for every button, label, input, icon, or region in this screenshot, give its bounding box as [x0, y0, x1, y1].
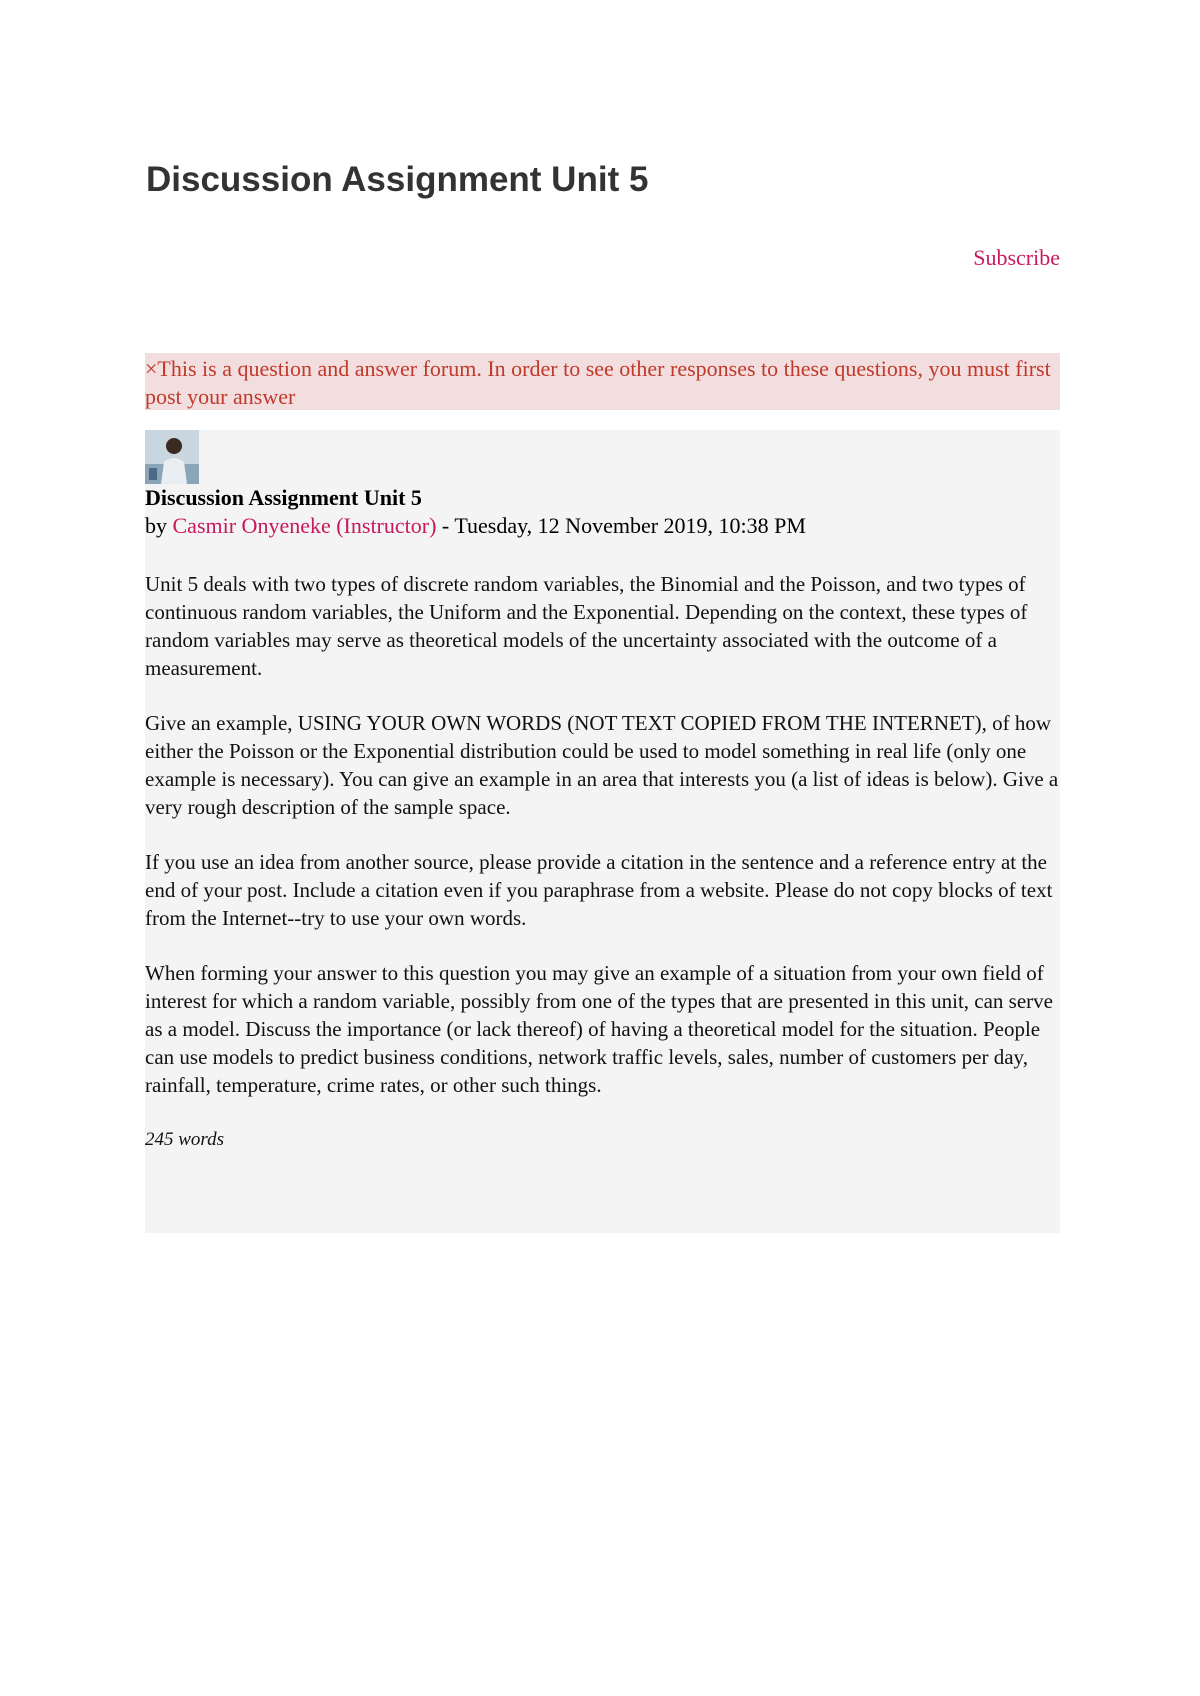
- page-title: Discussion Assignment Unit 5: [146, 160, 649, 199]
- forum-post: [145, 430, 1060, 1233]
- subscribe-link[interactable]: Subscribe: [973, 245, 1060, 270]
- post-subject: Discussion Assignment Unit 5: [145, 485, 422, 510]
- close-icon[interactable]: ×: [145, 356, 158, 381]
- user-avatar-icon[interactable]: [145, 430, 199, 484]
- post-meta: [145, 513, 806, 539]
- post-paragraph: Give an example, USING YOUR OWN WORDS (NOT TEXT COPIED FROM THE INTERNET), of how either the Poisson or the Exponential distribution could be used to model something in real life (only one example is necessary). You can give an example in an area that interests you (a list of ideas is below). Give a very rough description of the sample space.: [145, 711, 1059, 819]
- post-paragraph: If you use an idea from another source, please provide a citation in the sentence and a reference entry at the end of your post. Include a citation even if you paraphrase from a website. Please do not copy blocks of text from the Internet--try to use your own words.: [145, 850, 1053, 930]
- word-count: 245 words: [145, 1129, 225, 1150]
- post-paragraph: Unit 5 deals with two types of discrete random variables, the Binomial and the Poisson, and two types of continuous random variables, the Uniform and the Exponential. Depending on the context, these types of random variables may serve as theoretical models of the uncertainty associated with the outcome of a measurement.: [145, 572, 1028, 680]
- by-prefix: by: [145, 513, 173, 538]
- post-date: - Tuesday, 12 November 2019, 10:38 PM: [436, 513, 806, 538]
- author-link[interactable]: Casmir Onyeneke (Instructor): [172, 513, 437, 538]
- qa-forum-alert: [145, 353, 1060, 410]
- post-paragraph: When forming your answer to this question you may give an example of a situation from your own field of interest for which a random variable, possibly from one of the types that are presented in this unit, can serve as a model. Discuss the importance (or lack thereof) of having a theoretical model for the situation. People can use models to predict business conditions, network traffic levels, sales, number of customers per day, rainfall, temperature, crime rates, or other such things.: [145, 961, 1053, 1097]
- alert-text: This is a question and answer forum. In order to see other responses to these questions, you must first post your answer: [145, 356, 1051, 409]
- post-body: [145, 570, 1060, 1181]
